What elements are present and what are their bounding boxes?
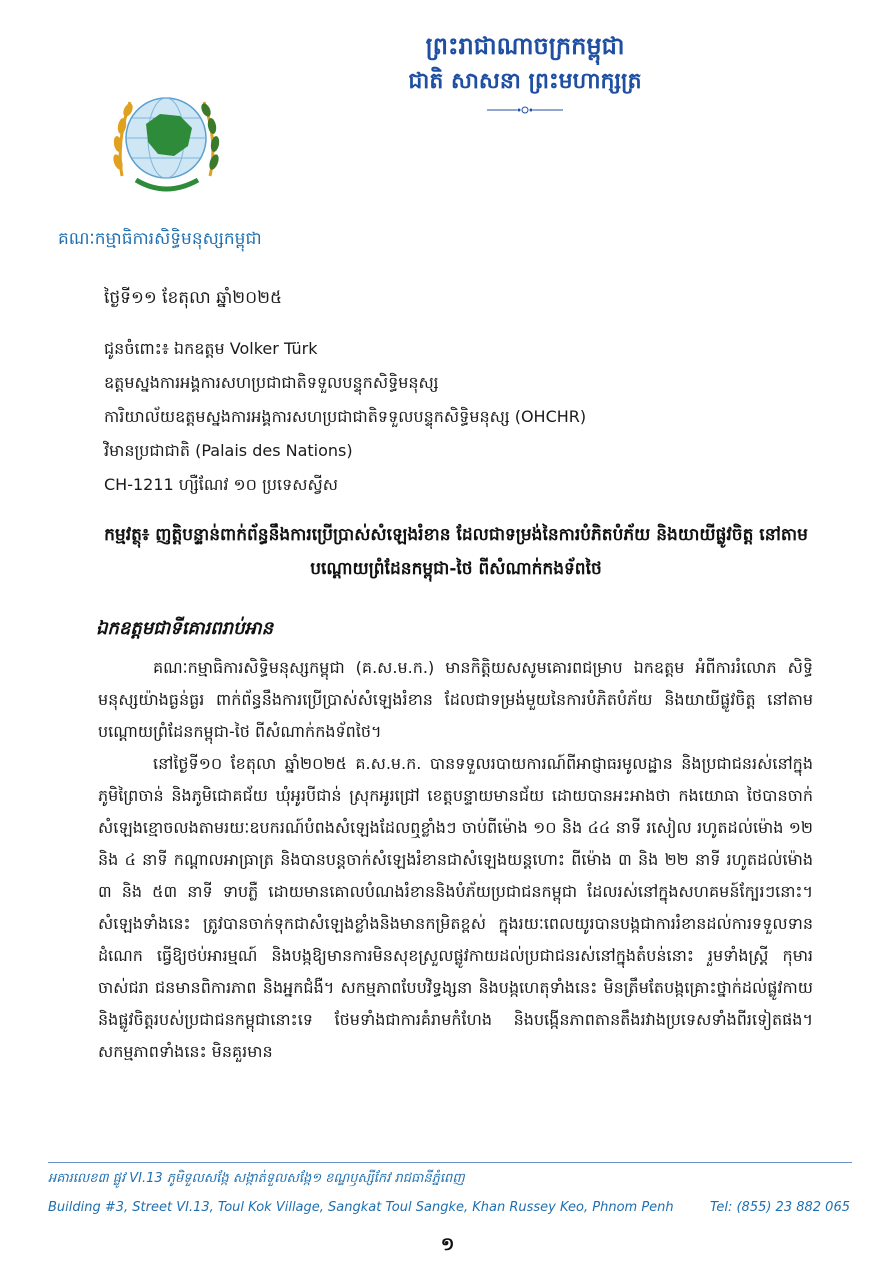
letter-date: ថ្ងៃទី១១ ខែតុលា ឆ្នាំ២០២៥ [104, 288, 283, 308]
salutation: ឯកឧត្តមជាទីគោរពរាប់អាន [96, 618, 274, 639]
recipient-line: ការិយាល័យឧត្តមស្នងការអង្គការសហប្រជាជាតិទទួលបន្ទុកសិទ្ធិមនុស្ស (OHCHR) [104, 407, 587, 426]
recipient-block [104, 332, 586, 502]
footer-telephone: Tel: (855) 23 882 065 [710, 1200, 850, 1215]
footer-address-khmer: អគារលេខ៣ ផ្លូវ VI.13 ភូមិទួលសង្កែ សង្កាត់ទួលសង្កែ១ ខណ្ឌឫស្សីកែវ រាជធានីភ្នំពេញ [48, 1171, 465, 1186]
recipient-line: CH-1211 ហ្សឺណែវ ១០ ប្រទេសស្វីស [104, 475, 338, 494]
kingdom-title: ព្រះរាជាណាចក្រកម្ពុជា [425, 31, 625, 60]
page-number: ១ [440, 1234, 455, 1255]
letterhead [330, 28, 720, 116]
recipient-line: ជូនចំពោះ៖ ឯកឧត្តម Volker Türk [104, 339, 318, 358]
divider-ornament-icon [485, 104, 565, 116]
national-motto: ជាតិ សាសនា ព្រះមហាក្សត្រ [408, 68, 642, 94]
recipient-line: ឧត្តមស្នងការអង្គការសហប្រជាជាតិទទួលបន្ទុកសិទ្ធិមនុស្ស [104, 373, 439, 392]
footer-divider [48, 1162, 852, 1163]
body-paragraph: គណៈកម្មាធិការសិទ្ធិមនុស្សកម្ពុជា (គ.ស.ម.ក.) មានកិត្តិយសសូមគោរពជម្រាប ឯកឧត្តម អំពីការរំលោភ សិទ្ធិមនុស្សយ៉ាងធ្ងន់ធ្ងរ ពាក់ព័ន្ធនឹងការប្រើប្រាស់សំឡេងរំខាន ដែលជាទម្រង់មួយនៃការបំភិតបំភ័យ និងយាយីផ្លូវចិត្ត នៅតាមបណ្ដោយព្រំដែនកម្ពុជា-ថៃ ពីសំណាក់កងទ័ពថៃ។ [98, 658, 814, 741]
subject-line: កម្មវត្ថុ៖ ញត្តិបន្ទាន់ពាក់ព័ន្ធនឹងការប្រើប្រាស់សំឡេងរំខាន ដែលជាទម្រង់នៃការបំភិតបំភ័យ និងយាយីផ្លូវចិត្ត នៅតាមបណ្ដោយព្រំដែនកម្ពុជា-ថៃ ពីសំណាក់កងទ័ពថៃ [104, 525, 808, 579]
recipient-line: វិមានប្រជាជាតិ (Palais des Nations) [104, 441, 353, 460]
chrc-emblem-icon [88, 72, 258, 217]
body-paragraph: នៅថ្ងៃទី១០ ខែតុលា ឆ្នាំ២០២៥ គ.ស.ម.ក. បានទទួលរបាយការណ៍ពីអាជ្ញាធរមូលដ្ឋាន និងប្រជាជនរស់នៅក្នុងភូមិព្រៃចាន់ និងភូមិជោគជ័យ ឃុំអូរបីជាន់ ស្រុកអូរជ្រៅ ខេត្តបន្ទាយមានជ័យ ដោយបានអះអាងថា កងយោធា ថៃបានចាក់សំឡេងខ្មោចលងតាមរយៈឧបករណ៍បំពងសំឡេងដែលឮខ្លាំងៗ ចាប់ពីម៉ោង ១០ និង ៤៤ នាទី រសៀល រហូតដល់ម៉ោង ១២ និង ៤ នាទី កណ្ដាលអាធ្រាត្រ និងបានបន្តចាក់សំឡេងរំខានជាសំឡេងយន្តហោះ ពីម៉ោង ៣ និង ២២ នាទី រហូតដល់ម៉ោង ៣ និង ៥៣ នាទី ទាបភ្លឺ ដោយមានគោលបំណងរំខាននិងបំភ័យប្រជាជនកម្ពុជា ដែលរស់នៅក្នុងសហគមន៍ក្បែរៗនោះ។ សំឡេងទាំងនេះ ត្រូវបានចាក់ទុកជាសំឡេងខ្លាំងនិងមានកម្រិតខ្ពស់ ក្នុងរយៈពេលយូរបានបង្កជាការរំខានដល់ការទទួលទានដំណេក ធ្វើឱ្យថប់អារម្មណ៍ និងបង្កឱ្យមានការមិនសុខស្រួលផ្លូវកាយដល់ប្រជាជនរស់នៅក្នុងតំបន់នោះ រួមទាំងស្ត្រី កុមារ ចាស់ជរា ជនមានពិការភាព និងអ្នកជំងឺ។ សកម្មភាពបែបវិទ្ធង្សនា និងបង្កហេតុទាំងនេះ មិនត្រឹមតែបង្កគ្រោះថ្នាក់ដល់ផ្លូវកាយនិងផ្លូវចិត្តរបស់ប្រជាជនកម្ពុជានោះទេ ថែមទាំងជាការគំរាមកំហែង និងបង្កើនភាពតានតឹងរវាងប្រទេសទាំងពីរទៀតផង។ សកម្មភាពទាំងនេះ មិនគួរមាន [98, 754, 813, 1061]
organization-name: គណៈកម្មាធិការសិទ្ធិមនុស្សកម្ពុជា [58, 229, 262, 249]
footer-address-english: Building #3, Street VI.13, Toul Kok Village, Sangkat Toul Sangke, Khan Russey Keo, Phnom Penh [48, 1200, 674, 1215]
letter-body [98, 652, 813, 1068]
